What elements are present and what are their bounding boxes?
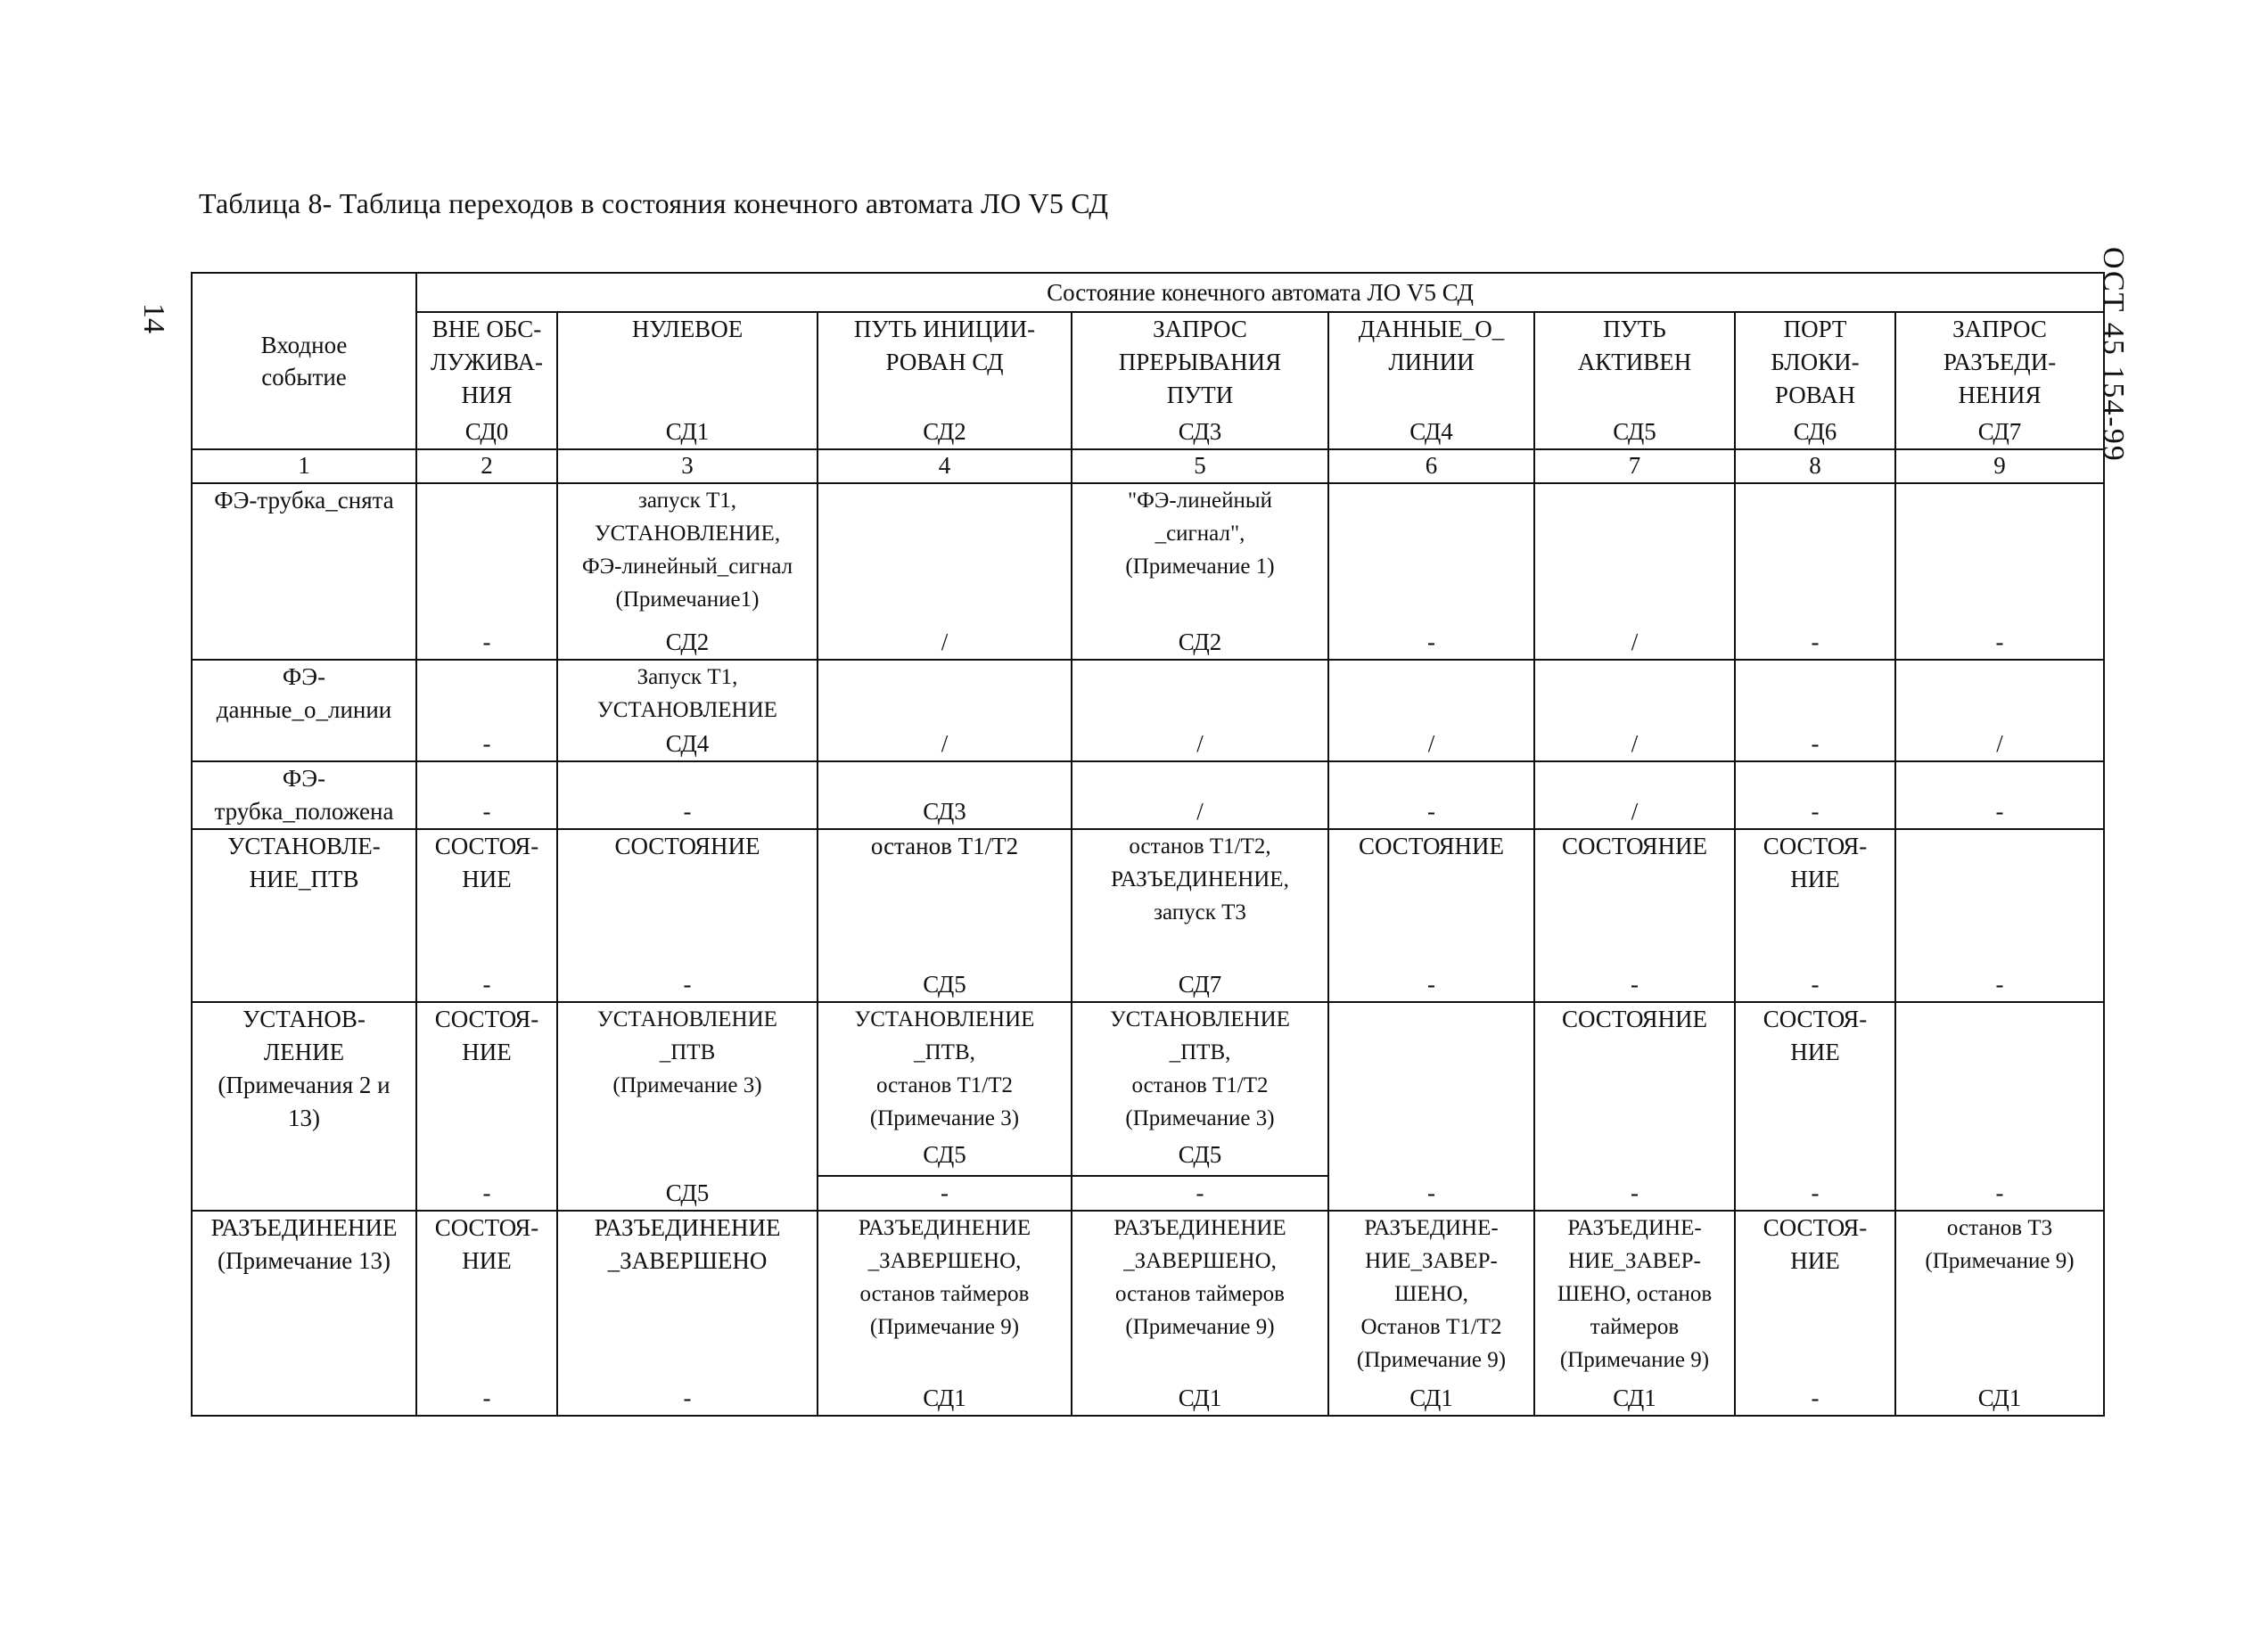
transition-wrap	[1333, 1212, 1530, 1415]
transition-action: СОСТОЯНИЕ	[1358, 833, 1505, 859]
state-name: ПУТЬ АКТИВЕН	[1577, 316, 1692, 375]
transition-wrap	[421, 484, 553, 659]
transition-cell	[1328, 1211, 1534, 1416]
next-state: -	[1811, 1385, 1820, 1411]
transition-cell	[818, 660, 1072, 761]
column-index-cell: 9	[1895, 449, 2104, 483]
next-state: -	[482, 1385, 491, 1411]
state-header-wrap	[1539, 313, 1730, 448]
transition-action: СОСТОЯ- НИЕ	[1763, 833, 1868, 892]
event-name: ФЭ- данные_о_линии	[216, 663, 392, 723]
page-number: 14	[137, 303, 170, 333]
next-state: -	[1995, 798, 2004, 825]
transition-action: запуск Т1, УСТАНОВЛЕНИЕ, ФЭ-линейный_сигнал (Примечание1)	[581, 489, 793, 612]
transition-wrap	[1900, 1003, 2100, 1210]
transition-action: СОСТОЯНИЕ	[1561, 1006, 1708, 1032]
transition-wrap	[1076, 1003, 1324, 1210]
column-index-cell: 4	[818, 449, 1072, 483]
event-cell	[192, 660, 416, 761]
transition-wrap	[562, 830, 813, 1001]
state-code: СД7	[1977, 418, 2022, 445]
transition-action: СОСТОЯ- НИЕ	[434, 1214, 539, 1274]
next-state: СД5	[923, 971, 966, 998]
header-row-group	[192, 273, 2104, 312]
transition-wrap	[421, 661, 553, 760]
state-name: ВНЕ ОБС- ЛУЖИВА- НИЯ	[431, 316, 543, 408]
transition-wrap	[1900, 1212, 2100, 1415]
transition-cell	[416, 829, 557, 1002]
transition-wrap	[1539, 661, 1730, 760]
transition-wrap	[1739, 762, 1891, 828]
transition-cell	[1072, 483, 1328, 660]
transition-wrap	[1739, 1212, 1891, 1415]
transition-wrap	[1333, 830, 1530, 1001]
transition-action: РАЗЪЕДИНЕ- НИЕ_ЗАВЕР- ШЕНО, останов таймеров (Примечание 9)	[1557, 1216, 1713, 1372]
transition-wrap	[1900, 762, 2100, 828]
column-index-cell: 5	[1072, 449, 1328, 483]
transition-cell	[1895, 483, 2104, 660]
next-state: -	[482, 730, 491, 757]
transition-action: УСТАНОВЛЕНИЕ _ПТВ, останов Т1/Т2 (Примечание 3)	[854, 1007, 1035, 1130]
transition-action: СОСТОЯНИЕ	[614, 833, 760, 859]
transition-cell	[1534, 761, 1735, 829]
transition-action: СОСТОЯ- НИЕ	[434, 833, 539, 892]
column-index-cell: 7	[1534, 449, 1735, 483]
transition-cell	[1735, 660, 1895, 761]
table-row	[192, 1211, 2104, 1416]
header-row-states	[192, 312, 2104, 449]
transition-wrap	[562, 661, 813, 760]
transition-action: останов Т1/Т2, РАЗЪЕДИНЕНИЕ, запуск Т3	[1111, 834, 1289, 924]
column-index-cell: 2	[416, 449, 557, 483]
transition-cell	[1072, 660, 1328, 761]
state-header-cell	[1735, 312, 1895, 449]
next-state: -	[482, 629, 491, 655]
transition-wrap	[822, 830, 1067, 1001]
transition-cell	[557, 1211, 818, 1416]
next-state: -	[1811, 798, 1820, 825]
state-name: ПУТЬ ИНИЦИИ- РОВАН СД	[853, 316, 1036, 375]
transition-cell	[1895, 1002, 2104, 1211]
transition-cell	[1735, 829, 1895, 1002]
table-row	[192, 1002, 2104, 1211]
column-index-cell: 8	[1735, 449, 1895, 483]
transition-action: РАЗЪЕДИНЕНИЕ _ЗАВЕРШЕНО, останов таймеров (Примечание 9)	[858, 1216, 1031, 1339]
next-state: -	[482, 798, 491, 825]
next-state: СД5	[665, 1179, 710, 1206]
transition-cell	[1735, 483, 1895, 660]
transition-cell	[1735, 1211, 1895, 1416]
transition-action: останов Т1/Т2	[870, 833, 1019, 859]
next-state: /	[1631, 629, 1639, 655]
transition-cell	[818, 761, 1072, 829]
next-state: -	[683, 1385, 692, 1411]
table-row	[192, 761, 2104, 829]
event-name: УСТАНОВ- ЛЕНИЕ (Примечания 2 и 13)	[218, 1006, 390, 1131]
transition-wrap	[822, 1212, 1067, 1415]
event-header: Входное событие	[260, 332, 348, 390]
transition-action: "ФЭ-линейный _сигнал", (Примечание 1)	[1125, 489, 1275, 579]
transition-cell	[818, 1002, 1072, 1211]
transition-action: РАЗЪЕДИНЕНИЕ _ЗАВЕРШЕНО	[594, 1214, 781, 1274]
transition-wrap	[562, 484, 813, 659]
transition-action: УСТАНОВЛЕНИЕ _ПТВ (Примечание 3)	[597, 1007, 777, 1097]
next-state: /	[1631, 730, 1639, 757]
event-header-cell	[192, 273, 416, 449]
state-header-cell	[557, 312, 818, 449]
state-header-wrap	[1076, 313, 1324, 448]
transition-cell	[818, 1211, 1072, 1416]
state-name: ДАННЫЕ_О_ ЛИНИИ	[1358, 316, 1505, 375]
event-name: РАЗЪЕДИНЕНИЕ (Примечание 13)	[210, 1214, 398, 1274]
column-index-cell: 1	[192, 449, 416, 483]
table-row	[192, 660, 2104, 761]
transition-wrap	[1900, 830, 2100, 1001]
transition-cell	[1534, 1211, 1735, 1416]
transition-wrap	[562, 1003, 813, 1210]
transition-wrap	[1539, 762, 1730, 828]
transition-wrap	[1539, 1212, 1730, 1415]
next-state: /	[1427, 730, 1435, 757]
transition-cell	[557, 483, 818, 660]
transition-wrap	[1900, 661, 2100, 760]
next-state: -	[1811, 1179, 1820, 1206]
transition-cell	[1534, 1002, 1735, 1211]
transition-wrap	[1739, 830, 1891, 1001]
transition-wrap	[1333, 762, 1530, 828]
next-state: СД1	[1178, 1385, 1222, 1411]
transition-wrap	[1333, 661, 1530, 760]
transition-wrap	[421, 1212, 553, 1415]
transition-action: РАЗЪЕДИНЕНИЕ _ЗАВЕРШЕНО, останов таймеров (Примечание 9)	[1113, 1216, 1286, 1339]
next-state: СД7	[1178, 971, 1222, 998]
next-state: -	[482, 971, 491, 998]
transition-cell	[1895, 660, 2104, 761]
event-cell	[192, 829, 416, 1002]
transition-wrap	[1076, 762, 1324, 828]
transition-cell	[818, 483, 1072, 660]
next-state: /	[1996, 730, 2003, 757]
state-code: СД1	[665, 418, 710, 445]
next-state: /	[1196, 798, 1204, 825]
transition-wrap	[421, 762, 553, 828]
transition-wrap	[822, 1003, 1067, 1210]
state-header-cell	[1534, 312, 1735, 449]
transition-action: РАЗЪЕДИНЕ- НИЕ_ЗАВЕР- ШЕНО, Останов Т1/Т2 (Примечание 9)	[1356, 1216, 1507, 1372]
transition-wrap	[1076, 661, 1324, 760]
state-code: СД5	[1613, 418, 1656, 445]
transition-table	[191, 272, 2105, 1417]
state-code: СД4	[1409, 418, 1453, 445]
transition-action: СОСТОЯ- НИЕ	[1763, 1214, 1868, 1274]
transition-wrap	[1900, 484, 2100, 659]
transition-cell	[416, 761, 557, 829]
transition-wrap	[1739, 484, 1891, 659]
column-index-cell: 6	[1328, 449, 1534, 483]
transition-wrap	[562, 1212, 813, 1415]
transition-wrap	[1739, 661, 1891, 760]
transition-cell	[557, 829, 818, 1002]
transition-cell	[557, 1002, 818, 1211]
state-name: ПОРТ БЛОКИ- РОВАН	[1771, 316, 1860, 408]
column-index-cell: 3	[557, 449, 818, 483]
transition-wrap	[822, 762, 1067, 828]
next-state-sub: -	[1072, 1175, 1327, 1210]
transition-cell	[1534, 829, 1735, 1002]
transition-wrap	[822, 484, 1067, 659]
state-header-wrap	[562, 313, 813, 448]
transition-cell	[1895, 829, 2104, 1002]
next-state: -	[683, 971, 692, 998]
next-state: -	[1631, 1179, 1639, 1206]
event-cell	[192, 483, 416, 660]
transition-cell	[1328, 829, 1534, 1002]
transition-action: останов Т3 (Примечание 9)	[1925, 1216, 2075, 1273]
transition-cell	[818, 829, 1072, 1002]
next-state: -	[1427, 798, 1435, 825]
next-state: /	[1631, 798, 1639, 825]
transition-wrap	[562, 762, 813, 828]
transition-cell	[1072, 761, 1328, 829]
next-state: /	[1196, 730, 1204, 757]
transition-wrap	[1333, 484, 1530, 659]
next-state: -	[1427, 629, 1435, 655]
next-state: СД1	[1613, 1385, 1656, 1411]
transition-action: СОСТОЯ- НИЕ	[1763, 1006, 1868, 1065]
state-name: ЗАПРОС ПРЕРЫВАНИЯ ПУТИ	[1118, 316, 1282, 408]
next-state: -	[1811, 971, 1820, 998]
state-header-cell	[416, 312, 557, 449]
next-state: -	[1631, 971, 1639, 998]
transition-wrap	[1739, 1003, 1891, 1210]
next-state: -	[1995, 629, 2004, 655]
transition-wrap	[1076, 830, 1324, 1001]
state-name: НУЛЕВОЕ	[631, 316, 744, 342]
next-state: -	[482, 1179, 491, 1206]
transition-cell	[1328, 660, 1534, 761]
transition-cell	[1072, 1002, 1328, 1211]
transition-cell	[1735, 761, 1895, 829]
event-cell	[192, 1002, 416, 1211]
state-header-wrap	[1739, 313, 1891, 448]
transition-wrap	[822, 661, 1067, 760]
next-state: СД5	[1178, 1141, 1222, 1168]
transition-wrap	[1539, 484, 1730, 659]
state-header-wrap	[1333, 313, 1530, 448]
next-state: -	[683, 798, 692, 825]
transition-cell	[1328, 761, 1534, 829]
transition-cell	[1534, 483, 1735, 660]
event-name: ФЭ- трубка_положена	[214, 765, 394, 825]
event-cell	[192, 1211, 416, 1416]
state-header-wrap	[822, 313, 1067, 448]
state-name: ЗАПРОС РАЗЪЕДИ- НЕНИЯ	[1943, 316, 2057, 408]
transition-action: Запуск Т1, УСТАНОВЛЕНИЕ	[597, 665, 777, 722]
state-header-cell	[1072, 312, 1328, 449]
group-header-cell	[416, 273, 2104, 312]
transition-wrap	[1076, 1212, 1324, 1415]
state-code: СД0	[464, 418, 509, 445]
next-state: СД2	[1178, 629, 1222, 655]
next-state: -	[1811, 629, 1820, 655]
transition-cell	[416, 483, 557, 660]
document-code: ОСТ 45 154-99	[2097, 247, 2130, 463]
state-header-wrap	[1900, 313, 2100, 448]
transition-cell	[1072, 829, 1328, 1002]
next-state: -	[1811, 730, 1820, 757]
transition-wrap	[421, 830, 553, 1001]
transition-wrap	[421, 1003, 553, 1210]
event-cell	[192, 761, 416, 829]
transition-wrap	[1539, 830, 1730, 1001]
event-name: ФЭ-трубка_снята	[214, 487, 394, 514]
next-state: /	[941, 730, 949, 757]
state-header-cell	[1895, 312, 2104, 449]
next-state: СД1	[1409, 1385, 1453, 1411]
transition-cell	[416, 1211, 557, 1416]
next-state: -	[1995, 1179, 2004, 1206]
transition-cell	[557, 761, 818, 829]
event-name: УСТАНОВЛЕ- НИЕ_ПТВ	[227, 833, 381, 892]
state-header-wrap	[421, 313, 553, 448]
transition-wrap	[1333, 1003, 1530, 1210]
table-row	[192, 483, 2104, 660]
transition-cell	[1895, 1211, 2104, 1416]
group-header: Состояние конечного автомата ЛО V5 СД	[1047, 279, 1474, 306]
transition-cell	[1328, 1002, 1534, 1211]
next-state: /	[941, 629, 949, 655]
table-row	[192, 829, 2104, 1002]
table-caption: Таблица 8- Таблица переходов в состояния конечного автомата ЛО V5 СД	[199, 187, 1109, 219]
state-code: СД6	[1793, 418, 1837, 445]
transition-cell	[1895, 761, 2104, 829]
state-header-cell	[1328, 312, 1534, 449]
transition-action: СОСТОЯ- НИЕ	[434, 1006, 539, 1065]
next-state: СД2	[665, 629, 710, 655]
transition-wrap	[1539, 1003, 1730, 1210]
transition-wrap	[1076, 484, 1324, 659]
next-state: -	[1427, 1179, 1435, 1206]
transition-cell	[557, 660, 818, 761]
transition-cell	[1735, 1002, 1895, 1211]
next-state: СД1	[923, 1385, 966, 1411]
next-state: СД5	[923, 1141, 966, 1168]
transition-action: УСТАНОВЛЕНИЕ _ПТВ, останов Т1/Т2 (Примечание 3)	[1110, 1007, 1290, 1130]
transition-action: СОСТОЯНИЕ	[1561, 833, 1708, 859]
next-state: СД3	[923, 798, 966, 825]
transition-cell	[416, 1002, 557, 1211]
state-header-cell	[818, 312, 1072, 449]
state-code: СД2	[923, 418, 966, 445]
transition-cell	[1328, 483, 1534, 660]
transition-cell	[1534, 660, 1735, 761]
next-state: -	[1427, 971, 1435, 998]
index-row	[192, 449, 2104, 483]
next-state: СД1	[1977, 1385, 2022, 1411]
next-state-sub: -	[818, 1175, 1071, 1210]
transition-cell	[1072, 1211, 1328, 1416]
next-state: -	[1995, 971, 2004, 998]
next-state: СД4	[665, 730, 710, 757]
transition-cell	[416, 660, 557, 761]
state-code: СД3	[1178, 418, 1222, 445]
